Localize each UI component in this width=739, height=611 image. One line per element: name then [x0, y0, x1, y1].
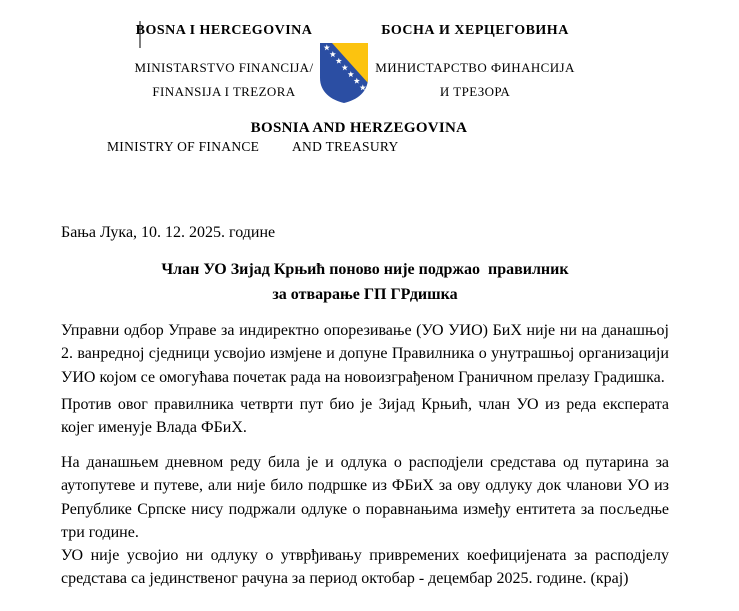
ministry-name-english-right: AND TREASURY — [292, 139, 399, 154]
ministry-name-cyrillic-line2: И ТРЕЗОРА — [439, 84, 511, 99]
country-name-latin: BOSNA I HERCEGOVINA — [135, 23, 313, 38]
country-name-cyrillic: БОСНА И ХЕРЦЕГОВИНА — [381, 23, 569, 38]
document-title-line2: за отварање ГП ГРдишка — [272, 286, 458, 303]
paragraph-4: УО није усвојио ни одлуку о утврђивању привремених коефицијената за расподјелу средстава са јединственог рачуна за период октобар - децембар 2025. године. (крај) — [61, 547, 669, 588]
paragraph-2: Против овог правилника четврти пут био је Зијад Крњић, члан УО из реда експерата којег именује Влада ФБиХ. — [61, 396, 669, 437]
document-title — [61, 257, 669, 307]
ministry-name-latin-line1: MINISTARSTVO FINANCIJA/ — [134, 60, 314, 75]
ministry-name-english-left: MINISTRY OF FINANCE — [107, 139, 260, 154]
ministry-name-cyrillic-line1: МИНИСТАРСТВО ФИНАНСИЈА — [375, 60, 575, 75]
paragraph-1: Управни одбор Управе за индиректно опорезивање (УО УИО) БиХ није ни на данашњој 2. ванредној сједници усвојио измјене и допуне Правилника о унутрашњој организацији УИО којом се омогућава почетак рада на новоизграђеном Граничном прелазу Градишка. — [61, 322, 669, 386]
dateline: Бања Лука, 10. 12. 2025. године — [61, 224, 276, 241]
bosnia-herzegovina-coat-of-arms-icon — [318, 42, 370, 104]
country-name-english: BOSNIA AND HERZEGOVINA — [250, 120, 468, 136]
ministry-name-latin-line2: FINANSIJA I TREZORA — [152, 84, 296, 99]
paragraph-3: На данашњем дневном реду била је и одлука о расподјели средстава од путарина за аутопутеве и путеве, али није било подршке из ФБиХ за ову одлуку док чланови УО из Републике Српске нису подржали одлуке о поравнањима између ентитета за посљедње три године. — [61, 454, 669, 542]
document-title-line1: Члан УО Зијад Крњић поново није подржао правилник — [161, 261, 569, 278]
